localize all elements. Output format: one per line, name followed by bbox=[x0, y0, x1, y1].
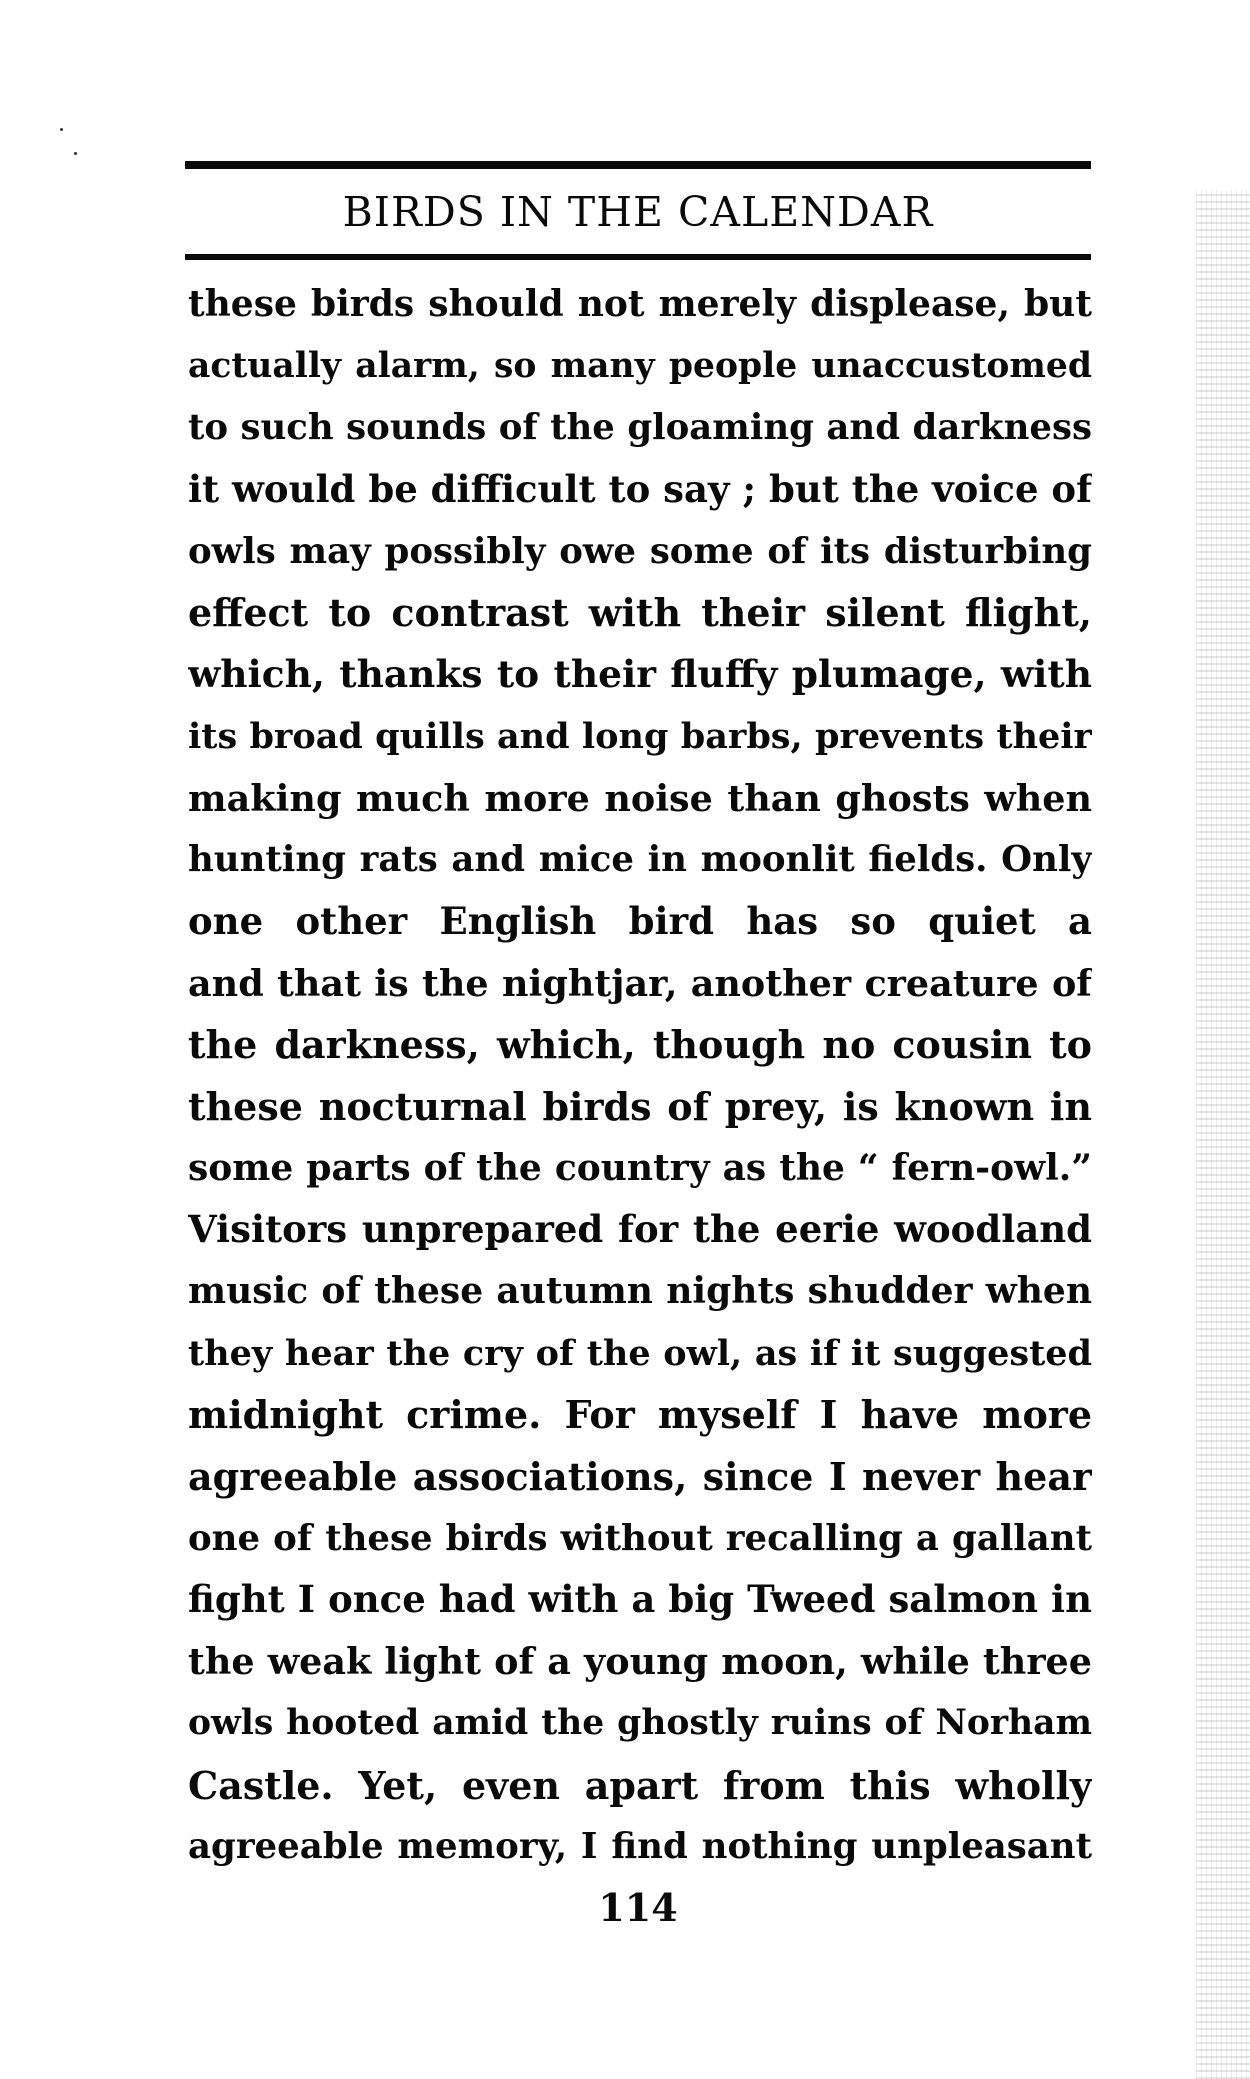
text-line: effect to contrast with their silent flight, bbox=[188, 590, 1092, 636]
text-line: one other English bird has so quiet a bbox=[188, 898, 1092, 943]
text-line: these birds should not merely displease, but bbox=[188, 283, 1092, 325]
text-line: owls hooted amid the ghostly ruins of Norham bbox=[188, 1702, 1092, 1743]
text-line: actually alarm, so many people unaccustomed bbox=[188, 345, 1092, 386]
text-line: Visitors unprepared for the eerie woodland bbox=[188, 1207, 1092, 1252]
text-line: its broad quills and long barbs, prevents their bbox=[188, 715, 1092, 757]
text-line: owls may possibly owe some of its disturbing bbox=[188, 530, 1092, 572]
text-line: the darkness, which, though no cousin to bbox=[188, 1022, 1092, 1068]
paper-speck bbox=[60, 128, 63, 131]
text-line: some parts of the country as the “ fern-owl.” bbox=[188, 1146, 1092, 1189]
page-number: 114 bbox=[598, 1885, 678, 1930]
text-line: and that is the nightjar, another creature of bbox=[188, 961, 1092, 1005]
text-line: which, thanks to their fluffy plumage, with bbox=[188, 652, 1092, 697]
body-text bbox=[188, 274, 1092, 1878]
text-line: making much more noise than ghosts when bbox=[188, 776, 1092, 820]
text-line: fight I once had with a big Tweed salmon in bbox=[188, 1577, 1092, 1622]
running-head: BIRDS IN THE CALENDAR bbox=[342, 188, 934, 236]
text-line: these nocturnal birds of prey, is known in bbox=[188, 1083, 1092, 1129]
text-line: agreeable memory, I find nothing unpleasant bbox=[188, 1826, 1092, 1868]
text-line: the weak light of a young moon, while three bbox=[188, 1640, 1092, 1684]
text-line: they hear the cry of the owl, as if it suggested bbox=[188, 1332, 1092, 1374]
text-line: hunting rats and mice in moonlit fields. Only bbox=[188, 839, 1092, 881]
text-line: it would be difficult to say ; but the voice of bbox=[188, 467, 1092, 512]
page-edge-shading bbox=[1196, 190, 1250, 2079]
text-line: one of these birds without recalling a gallant bbox=[188, 1517, 1092, 1559]
paper-speck bbox=[74, 152, 77, 155]
text-line: music of these autumn nights shudder when bbox=[188, 1270, 1092, 1312]
header-underline-rule bbox=[185, 254, 1091, 260]
text-line: Castle. Yet, even apart from this wholly bbox=[188, 1762, 1092, 1808]
text-line: to such sounds of the gloaming and darkness bbox=[188, 407, 1092, 449]
text-line: midnight crime. For myself I have more bbox=[188, 1392, 1092, 1438]
top-rule bbox=[185, 161, 1091, 169]
text-line: agreeable associations, since I never hear bbox=[188, 1454, 1092, 1500]
